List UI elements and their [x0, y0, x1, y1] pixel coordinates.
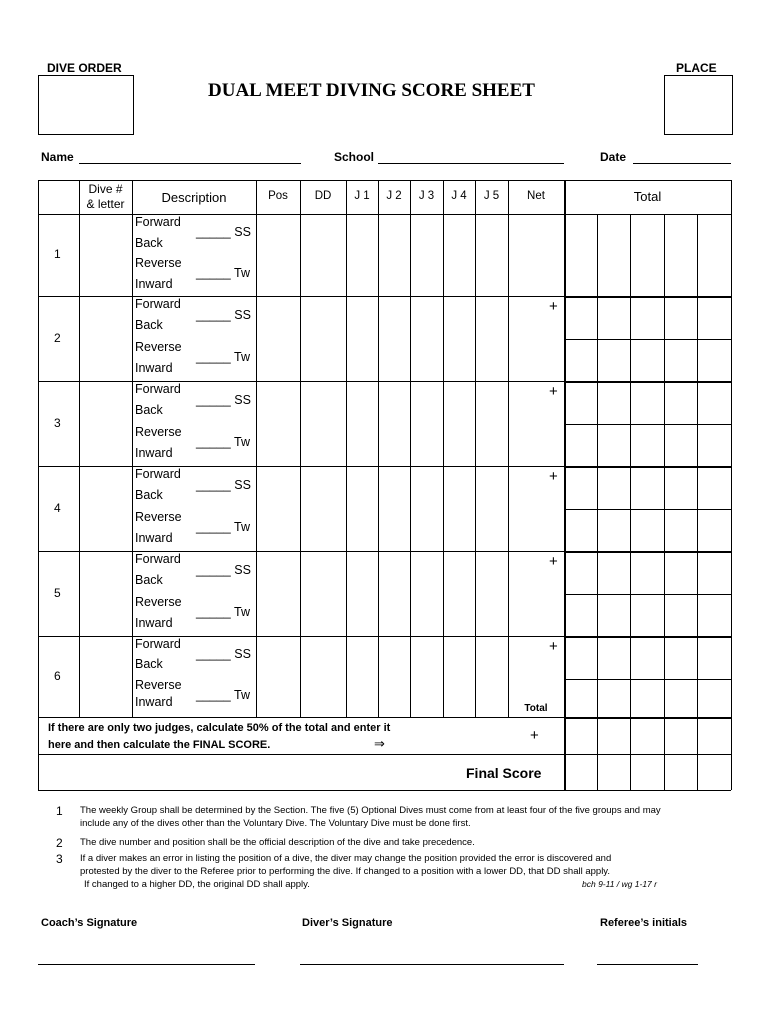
dive-letter-cell[interactable]: [80, 551, 132, 636]
net-plus: +: [549, 638, 558, 655]
tw-blank-line: _____: [196, 435, 231, 450]
col-j4-header: J 4: [451, 190, 467, 202]
two-judges-note-line1: If there are only two judges, calculate 50% of the total and enter it: [48, 722, 391, 734]
tw-blank: [196, 350, 250, 364]
col-j5-header: J 5: [483, 190, 500, 202]
revision-code: bch 9-11 / wg 1-17 r: [582, 879, 657, 889]
ss-blank: [196, 563, 251, 577]
tw-label: Tw: [234, 520, 250, 535]
place-label: PLACE: [676, 61, 717, 75]
two-judges-note-line2: here and then calculate the FINAL SCORE.: [48, 739, 271, 751]
note-3-number: 3: [56, 852, 63, 866]
row-number: 6: [54, 668, 61, 683]
table-row: [38, 214, 731, 296]
ss-label: SS: [234, 392, 251, 407]
table-row: [38, 551, 731, 636]
row-number: 3: [54, 415, 61, 430]
col-pos-header: Pos: [268, 190, 288, 202]
note-2-number: 2: [56, 836, 63, 850]
dive-order-label: DIVE ORDER: [47, 61, 122, 75]
description-option: Inward: [135, 276, 173, 291]
description-option: Inward: [135, 360, 173, 375]
description-option: Reverse: [135, 509, 182, 524]
description-option: Forward: [135, 215, 181, 229]
col-j1-header: J 1: [354, 190, 370, 202]
ss-blank-line: _____: [196, 477, 231, 492]
col-dive-line1: Dive #: [88, 182, 123, 196]
note-2-text: The dive number and position shall be the official description of the dive and take precedence.: [80, 837, 475, 848]
description-option: Inward: [135, 445, 173, 460]
note-1-number: 1: [56, 804, 63, 818]
ss-blank: [196, 647, 251, 661]
ss-blank-line: _____: [196, 225, 231, 240]
note-1-text: The weekly Group shall be determined by the Section. The five (5) Optional Dives must come from at least four of the five groups and may include any of the dives other than the Voluntary Dive. The Voluntary Dive must be done first.: [80, 805, 661, 829]
dive-letter-cell[interactable]: [80, 214, 132, 296]
referee-initials-line[interactable]: [597, 964, 698, 965]
tw-blank: [196, 266, 250, 280]
tw-blank-line: _____: [196, 266, 231, 281]
description-option: Reverse: [135, 677, 182, 692]
tw-label: Tw: [234, 266, 250, 281]
col-total-header: Total: [633, 189, 662, 204]
col-description-header: Description: [161, 190, 227, 205]
diver-signature-line[interactable]: [300, 964, 564, 965]
tw-blank: [196, 688, 250, 702]
tw-label: Tw: [234, 687, 250, 702]
arrow-icon: ⇒: [374, 737, 385, 752]
description-option: Inward: [135, 694, 173, 709]
description-option: Reverse: [135, 594, 182, 609]
description-option: Forward: [135, 382, 181, 396]
ss-label: SS: [234, 647, 251, 662]
tw-label: Tw: [234, 435, 250, 450]
two-judges-plus: +: [530, 727, 539, 744]
dive-letter-cell[interactable]: [80, 296, 132, 381]
description-option: Back: [135, 573, 163, 588]
row-number: 5: [54, 585, 61, 600]
net-plus: +: [549, 468, 558, 485]
net-plus: +: [549, 383, 558, 400]
description-option: Forward: [135, 552, 181, 566]
ss-blank: [196, 478, 251, 492]
ss-blank-line: _____: [196, 307, 231, 322]
description-option: Forward: [135, 297, 181, 311]
ss-label: SS: [234, 562, 251, 577]
description-option: Reverse: [135, 256, 182, 270]
col-dd-header: DD: [314, 190, 332, 202]
tw-blank: [196, 605, 250, 619]
tw-label: Tw: [234, 350, 250, 365]
net-total-label: Total: [524, 703, 548, 714]
dive-letter-cell[interactable]: [80, 381, 132, 466]
dive-letter-cell[interactable]: [80, 466, 132, 551]
description-option: Inward: [135, 615, 173, 630]
school-label: School: [334, 150, 375, 164]
net-plus: +: [549, 298, 558, 315]
tw-blank-line: _____: [196, 687, 231, 702]
ss-blank-line: _____: [196, 392, 231, 407]
tw-blank-line: _____: [196, 605, 231, 620]
page-title: DUAL MEET DIVING SCORE SHEET: [208, 80, 535, 101]
note-3-line1: If a diver makes an error in listing the position of a dive, the diver may change the position provided the error is discovered and: [80, 853, 612, 864]
note-3-text: [80, 852, 611, 891]
dive-letter-cell[interactable]: [80, 636, 132, 717]
row-number: 4: [54, 500, 61, 515]
name-label: Name: [41, 150, 74, 164]
description-option: Inward: [135, 530, 173, 545]
note-3-line3: If changed to a higher DD, the original DD shall apply.: [84, 879, 310, 890]
date-label: Date: [600, 150, 627, 164]
col-j3-header: J 3: [418, 190, 435, 202]
coach-signature-line[interactable]: [38, 964, 255, 965]
final-score-label: Final Score: [466, 765, 542, 781]
col-dive-line2: & letter: [86, 197, 125, 211]
net-plus: +: [549, 553, 558, 570]
description-option: Back: [135, 403, 163, 418]
ss-blank-line: _____: [196, 562, 231, 577]
description-option: Back: [135, 657, 163, 672]
coach-signature-label: Coach’s Signature: [41, 917, 138, 929]
ss-blank: [196, 393, 251, 407]
ss-blank: [196, 308, 251, 322]
tw-blank: [196, 435, 250, 449]
description-option: Back: [135, 488, 163, 503]
col-net-header: Net: [527, 190, 545, 202]
row-number: 1: [54, 247, 61, 261]
two-judges-note: [48, 720, 390, 754]
table-row: [38, 381, 731, 466]
description-option: Forward: [135, 637, 181, 651]
table-row: [38, 466, 731, 551]
ss-label: SS: [234, 477, 251, 492]
description-option: Reverse: [135, 424, 182, 439]
tw-label: Tw: [234, 605, 250, 620]
ss-label: SS: [234, 307, 251, 322]
col-j2-header: J 2: [386, 190, 402, 202]
tw-blank: [196, 520, 250, 534]
description-option: Back: [135, 318, 163, 333]
table-row: [38, 296, 731, 381]
col-dive-header: [79, 182, 132, 212]
note-3-line2: protested by the diver to the Referee prior to performing the dive. If changed to a position with a lower DD, that DD shall apply.: [80, 866, 610, 877]
referee-initials-label: Referee’s initials: [600, 917, 688, 929]
row-number: 2: [54, 330, 61, 345]
tw-blank-line: _____: [196, 350, 231, 365]
ss-label: SS: [234, 225, 251, 240]
description-option: Forward: [135, 467, 181, 481]
ss-blank: [196, 225, 251, 239]
ss-blank-line: _____: [196, 647, 231, 662]
table-row: [38, 636, 731, 717]
diver-signature-label: Diver’s Signature: [302, 917, 393, 929]
description-option: Reverse: [135, 339, 182, 354]
description-option: Back: [135, 235, 163, 250]
tw-blank-line: _____: [196, 520, 231, 535]
